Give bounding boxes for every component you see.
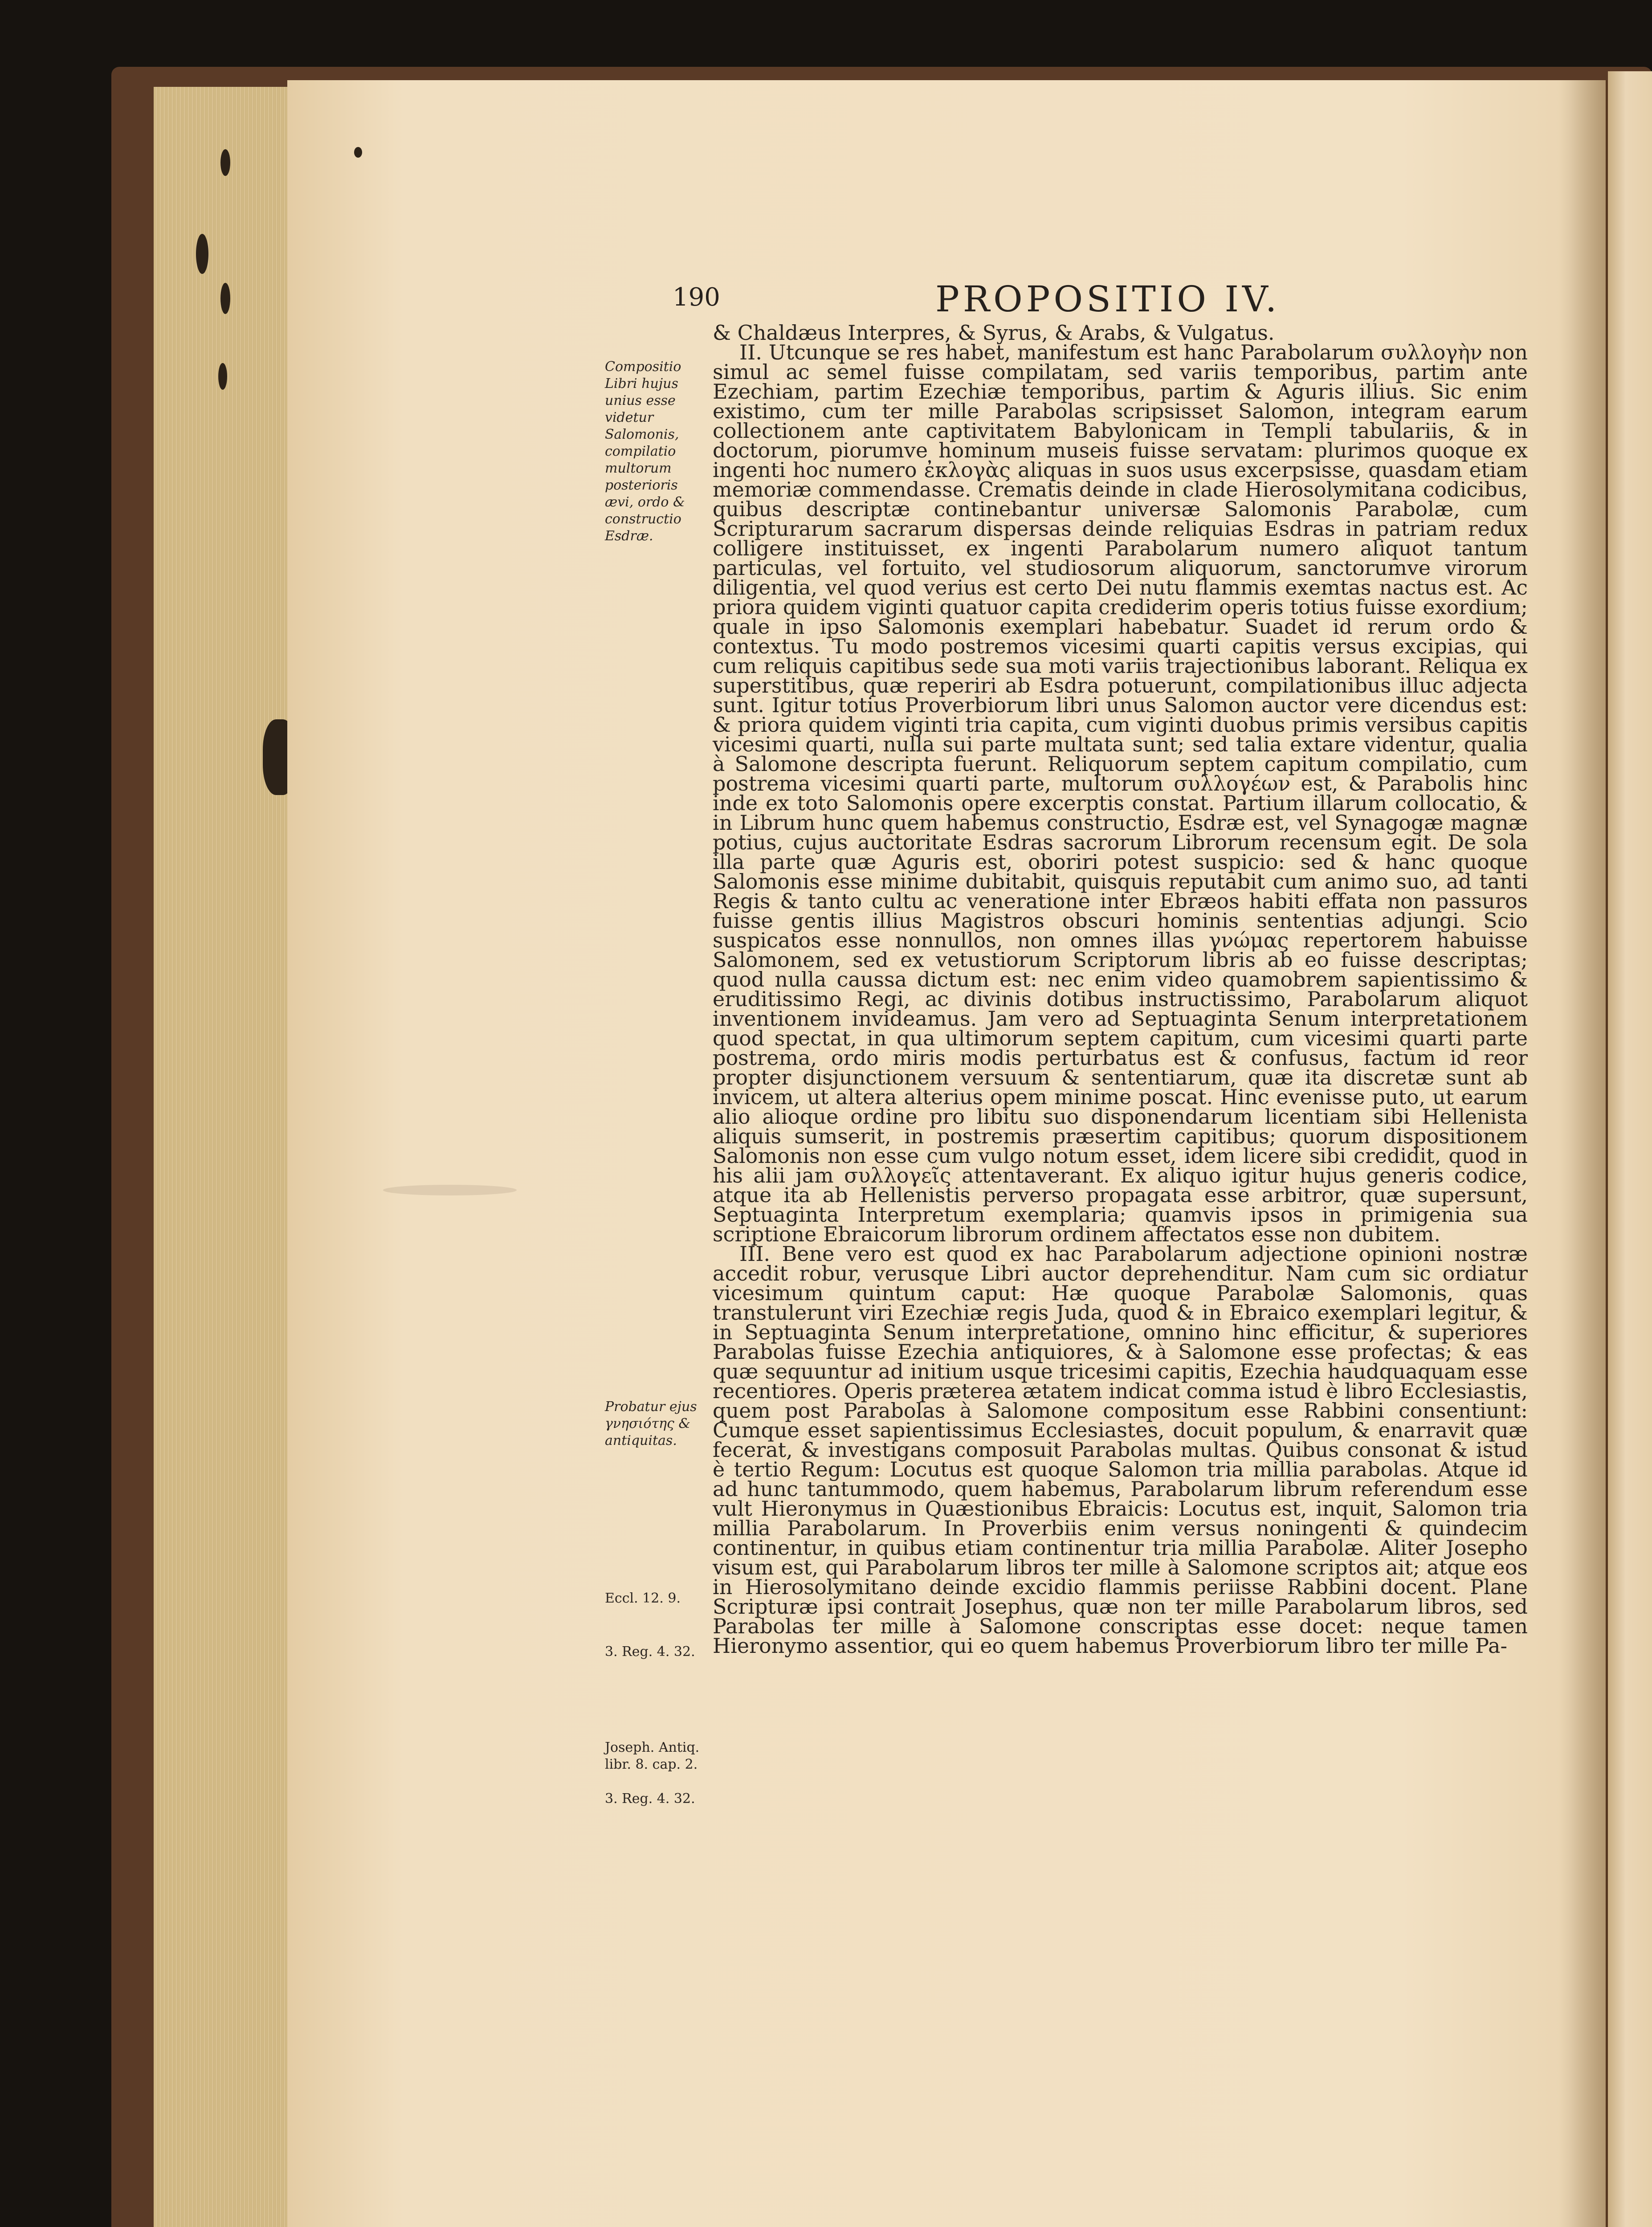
margin-ref-reg: 3. Reg. 4. 32. (605, 1644, 695, 1660)
margin-note-compositio: Compositio Libri hujus unius esse videtur Salomonis, compilatio multorum posterioris ævi, ordo & constructio Esdræ. (605, 359, 685, 544)
faint-stain (383, 1185, 517, 1195)
body-line-continued: & Chaldæus Interpres, & Syrus, & Arabs, & Vulgatus. (713, 321, 1275, 345)
ink-stain (218, 363, 227, 390)
ink-stain (220, 283, 230, 314)
margin-ref-eccl: Eccl. 12. 9. (605, 1591, 681, 1606)
margin-ref-reg-2: 3. Reg. 4. 32. (605, 1791, 695, 1807)
gutter-shadow (1559, 80, 1608, 2227)
page-edges (154, 87, 301, 2227)
ink-dot (354, 147, 362, 158)
body-text (713, 323, 1528, 1656)
margin-ref-joseph: Joseph. Antiq. libr. 8. cap. 2. (605, 1740, 700, 1772)
ink-stain (220, 149, 230, 176)
page-header (673, 278, 1519, 318)
facing-page-edge (1608, 71, 1652, 2227)
margin-note-probatur: Probatur ejus γνησιότης & antiquitas. (605, 1399, 697, 1448)
ink-stain (196, 234, 208, 274)
paragraph-iii: III. Bene vero est quod ex hac Parabolarum adjectione opinioni nostræ accedit robur, verusque Libri auctor deprehenditur. Nam cum sic ordiatur vicesimum quintum caput: Hæ quoque Parabolæ Salomonis, quas transtulerunt viri Ezechiæ regis Juda, quod & in Ebraico exemplari legitur, & in Septuaginta Senum interpretatione, omnino hinc efficitur, & superiores Parabolas fuisse Ezechia antiquiores, & à Salomone esse profectas; & eas quæ sequuntur ad initium usque tricesimi capitis, Ezechia haudquaquam esse recentiores. Operis præterea ætatem indicat comma istud è libro Ecclesiastis, quem post Parabolas à Salomone compositum esse Rabbini consentiunt: Cumque esset sapientissimus Ecclesiastes, docuit populum, & enarravit quæ fecerat, & investigans composuit Parabolas multas. Quibus consonat & istud è tertio Regum: Locutus est quoque Salomon tria millia parabolas. Atque id ad hunc tantummodo, quem habemus, Parabolarum librum referendum esse vult Hieronymus in Quæstionibus Ebraicis: Locutus est, inquit, Salomon tria millia Parabolarum. In Proverbiis enim versus noningenti & quindecim continentur, in quibus etiam continentur tria millia Parabolæ. Aliter Josepho visum est, qui Parabolarum libros ter mille à Salomone scriptos ait; atque eos in Hierosolymitano deinde excidio flammis periisse Rabbini docent. Plane Scripturæ ipsi contrait Josephus, quæ non ter mille Parabolarum libros, sed Parabolas ter mille à Salomone conscriptas esse docet: neque tamen Hieronymo assentior, qui eo quem habemus Proverbiorum libro ter mille Pa- (713, 1242, 1528, 1658)
page-number: 190 (673, 283, 720, 312)
running-head: PROPOSITIO IV. (935, 278, 1281, 320)
paragraph-ii: II. Utcunque se res habet, manifestum est hanc Parabolarum συλλογὴν non simul ac semel fuisse compilatam, sed variis temporibus, partim ante Ezechiam, partim Ezechiæ temporibus, partim & Aguris illius. Sic enim existimo, cum ter mille Parabolas scripsisset Salomon, integram earum collectionem ante captivitatem Babylonicam in Templi tabulariis, & in doctorum, piorumve hominum museis fuisse servatam: plurimos quoque ex ingenti hoc numero ἐκλογὰς aliquas in suos usus excerpsisse, quasdam etiam memoriæ commendasse. Crematis deinde in clade Hierosolymitana codicibus, quibus descriptæ continebantur universæ Salomonis Parabolæ, cum Scripturarum sacrarum dispersas deinde reliquias Esdras in patriam redux colligere instituisset, ex ingenti Parabolarum numero aliquot tantum particulas, vel fortuito, vel studiosorum aliquorum, sanctorumve virorum diligentia, vel quod verius est certo Dei nutu flammis exemtas nactus est. Ac priora quidem viginti quatuor capita crediderim operis totius fuisse exordium; quale in ipso Salomonis exemplari habebatur. Suadet id rerum ordo & contextus. Tu modo postremos vicesimi quarti capitis versus excipias, qui cum reliquis capitibus sede sua moti variis trajectionibus laborant. Reliqua ex superstitibus, quæ reperiri ab Esdra potuerunt, compilationibus illuc adjecta sunt. Igitur totius Proverbiorum libri unus Salomon auctor vere dicendus est: & priora quidem viginti tria capita, cum viginti duobus primis versibus capitis vicesimi quarti, nulla sui parte multata sunt; sed talia extare videntur, qualia à Salomone descripta fuerunt. Reliquorum septem capitum compilatio, cum postrema vicesimi quarti parte, multorum συλλογέων est, & Parabolis hinc inde ex toto Salomonis opere excerptis constat. Partium illarum collocatio, & in Librum hunc quem habemus constructio, Esdræ est, vel Synagogæ magnæ potius, cujus auctoritate Esdras sacrorum Librorum recensum egit. De sola illa parte quæ Aguris est, oboriri potest suspicio: sed & hanc quoque Salomonis esse minime dubitabit, quisquis reputabit cum animo suo, ad tanti Regis & tanto cultu ac veneratione inter Ebræos habiti effata non passuros fuisse gentis illius Magistros obscuri hominis sententias adjungi. Scio suspicatos esse nonnullos, non omnes illas γνώμας repertorem habuisse Salomonem, sed ex vetustiorum Scriptorum libris ab eo fuisse descriptas; quod nulla caussa dictum est: nec enim video quamobrem sapientissimo & eruditissimo Regi, ac divinis dotibus instructissimo, Parabolarum aliquot inventionem invideamus. Jam vero ad Septuaginta Senum interpretationem quod spectat, in qua ultimorum septem capitum, cum vicesimi quarti parte postrema, ordo miris modis perturbatus est & confusus, factum id reor propter disjunctionem versuum & sententiarum, quæ ita discretæ sunt ab invicem, ut altera alterius opem minime poscat. Hinc evenisse puto, ut earum alio alioque ordine pro libitu suo disponendarum licentiam sibi Hellenista aliquis sumserit, in postremis præsertim capitibus; quorum dispositionem Salomonis non esse cum vulgo notum esset, idem licere sibi credidit, quod in his alii jam συλλογεῖς attentaverant. Ex aliquo igitur hujus generis codice, atque ita ab Hellenistis perverso propagata esse arbitror, quæ supersunt, Septuaginta Interpretum exemplaria; quamvis ipsos in primigenia sua scriptione Ebraicorum librorum ordinem affectatos esse non dubitem. (713, 340, 1528, 1246)
